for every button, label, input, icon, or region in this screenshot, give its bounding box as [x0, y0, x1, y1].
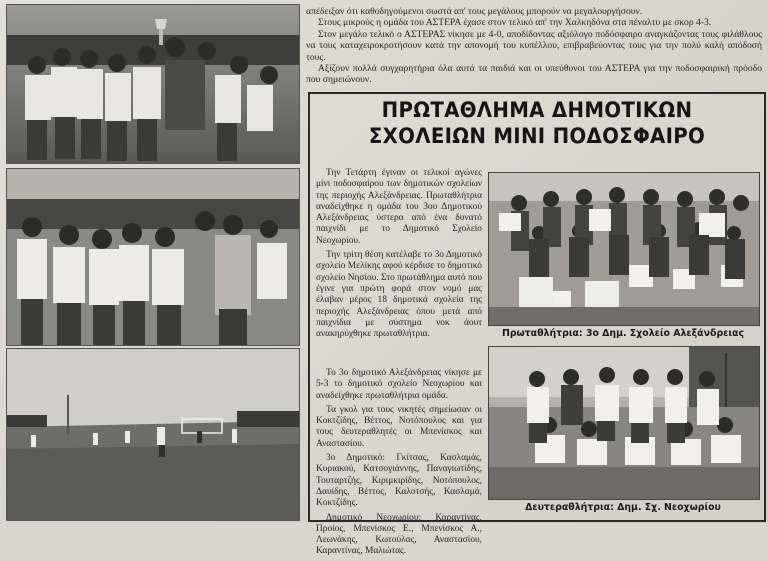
photo-champion-team: [488, 172, 760, 326]
caption-champion: Πρωταθλήτρια: 3ο Δημ. Σχολείο Αλεξάνδρειας: [501, 328, 745, 339]
headline-line-1: ΠΡΩΤΑΘΛΗΜΑ ΔΗΜΟΤΙΚΩΝ: [381, 98, 693, 123]
photo-trophy-ceremony: [6, 4, 300, 164]
previous-article-continuation: [306, 6, 762, 86]
article-body-lower: [316, 368, 482, 561]
article-paragraph: Την τρίτη θέση κατέλαβε το 3ο Δημοτικό σχολείο Μελίκης αφού κέρδισε το δημοτικό σχολείο Νησίου. Στο πρωτάθλημα αυτό που έγινε για πρώτη φορά στον νομό μας έλαβαν μέρος 18 δημοτικά σχολεία της περιοχής Αλεξάνδρειας όπου μετά από παιχνίδια με σύστημα νοκ άουτ ανακηρύχθηκε πρωταθλήτρια.: [316, 250, 482, 340]
continuation-paragraph: απέδειξαν ότι καθοδηγούμενοι σωστά απ' τους μεγάλους μπορούν να μεγαλουργήσουν.: [306, 6, 643, 17]
article-paragraph: Την Τετάρτη έγιναν οι τελικοί αγώνες μίνι ποδοσφαίρου των δημοτικών σχολείων της περιοχής Αλεξάνδρειας. Πρωταθλήτρια αναδείχθηκε η ομάδα του 3ου Δημοτικού Αλεξάνδρειας ύστερα από ένα δυνατό παιχνίδι με το Δημοτικό Σχολείο Νεοχωρίου.: [316, 168, 482, 246]
article-paragraph: Το 3ο δημοτικό Αλεξάνδρειας νίκησε με 5-3 το δημοτικό σχολείο Νεοχωρίου και αναδείχθηκε πρωταθλήτρια ομάδα.: [316, 368, 482, 401]
photo-runner-up-team: [488, 346, 760, 500]
photo-medal-handshake: [6, 168, 300, 346]
continuation-paragraph: Στους μικρούς η ομάδα του ΑΣΤΕΡΑ έχασε στον τελικό απ' την Χαλκηδόνα στα πέναλτυ με σκορ 4-3.: [318, 17, 712, 29]
headline-line-2: ΣΧΟΛΕΙΩΝ ΜΙΝΙ ΠΟΔΟΣΦΑΙΡΟ: [368, 124, 706, 149]
article-body-upper: [316, 168, 482, 343]
article-box: [308, 92, 766, 557]
continuation-paragraph: Στον μεγάλο τελικό ο ΑΣΤΕΡΑΣ νίκησε με 4-0, αποδίδοντας αξιόλογο ποδόσφαιρο αναγκάζοντας τους φιλάθλους να τους καταχειροκροτήσουν κατά την απονομή του κυπέλλου, επιβραβεύοντας τους για την πολύ καλή απόδοσή τους.: [306, 28, 762, 63]
caption-runner-up: Δευτεραθλήτρια: Δημ. Σχ. Νεοχωρίου: [525, 502, 721, 513]
article-paragraph: Δημοτικό Νεοχωρίου: Καραντίνας, Προίος, Μπενίσκος Ε., Μπενίσκος Α., Λεωνάκης, Κωτούλας, Αναστασίου, Καραντίνας, Μαλιώτας.: [316, 512, 482, 557]
article-paragraph: Τα γκολ για τους νικητές σημείωσαν οι Κοκτζίδης, Βέττος, Νοτόπουλος και για τους δευτεραθλητές οι Μπενίσκος και Αναστασίου.: [316, 404, 482, 449]
continuation-paragraph: Αξίζουν πολλά συγχαρητήρια όλα αυτά τα παιδιά και οι υπεύθυνοι του ΑΣΤΕΡΑ για την ποδοσφαιρική πρόοδο που σημειώνουν.: [306, 63, 762, 86]
article-paragraph: 3ο Δημοτικό: Γκίτσας, Κασλαμάς, Κυριακού, Κατσογιάννης, Παναγιωτίδης, Τουταρτζής, Κιριμκιρίδης, Νοτόπουλος, Δαυίδης, Βέττος, Καλοτσής, Κασλαμά, Κοκτζίδης.: [316, 453, 482, 509]
photo-match-action: [6, 348, 300, 521]
article-headline: [328, 98, 746, 150]
